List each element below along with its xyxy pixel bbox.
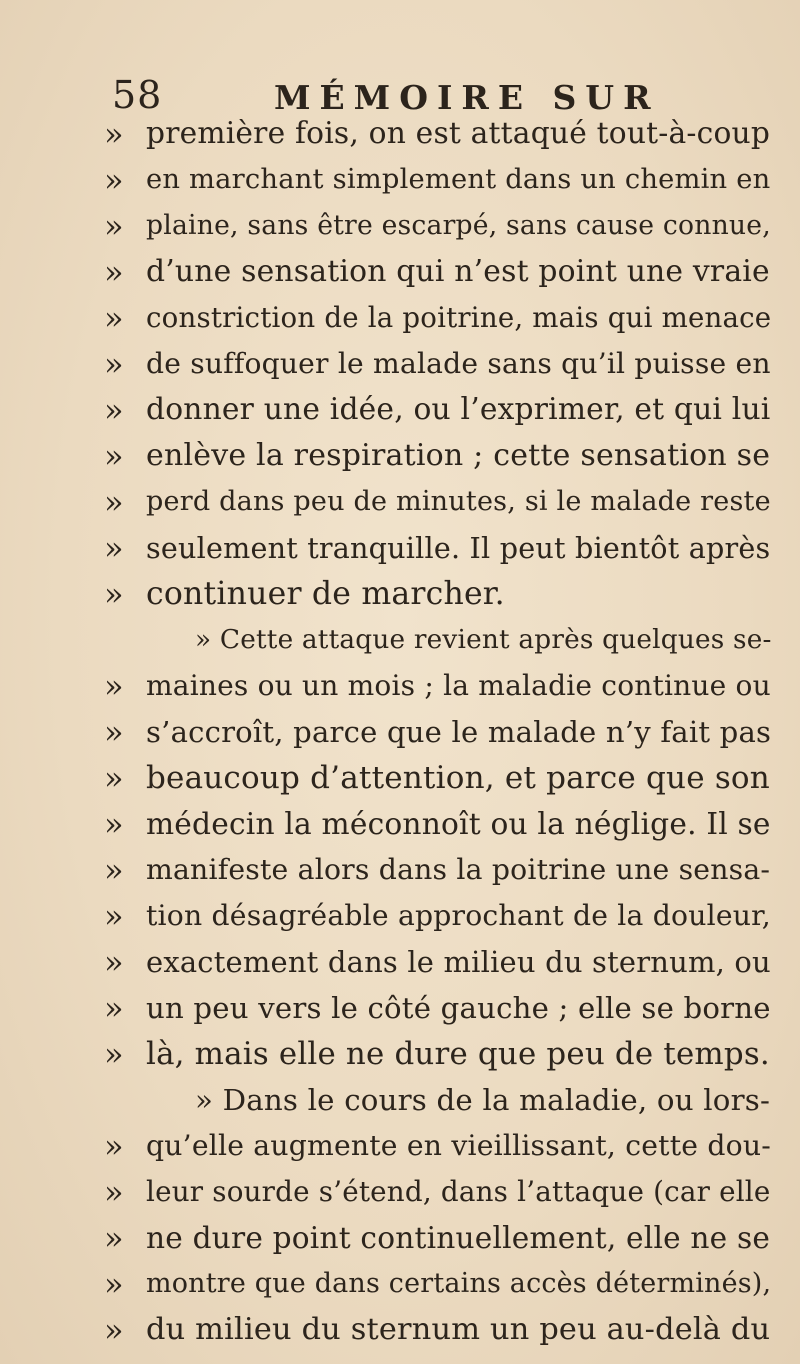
line-text: du milieu du sternum un peu au-delà du bbox=[146, 1312, 771, 1347]
quote-mark: » bbox=[104, 1173, 124, 1211]
text-line bbox=[0, 1030, 800, 1078]
text-line bbox=[0, 524, 800, 572]
quote-mark: » bbox=[104, 253, 124, 291]
quote-mark: » bbox=[104, 989, 124, 1027]
line-text: manifeste alors dans la poitrine une sensa- bbox=[146, 853, 771, 886]
quote-mark: » bbox=[104, 805, 124, 843]
text-line bbox=[0, 110, 800, 158]
quote-mark: » bbox=[104, 1265, 124, 1303]
text-line bbox=[0, 984, 800, 1032]
line-text: qu’elle augmente en vieillissant, cette dou- bbox=[146, 1129, 771, 1162]
line-text: première fois, on est attaqué tout-à-coup bbox=[146, 116, 771, 151]
quote-mark: » bbox=[104, 161, 124, 199]
text-line bbox=[0, 386, 800, 434]
line-text: en marchant simplement dans un chemin en bbox=[146, 164, 771, 195]
text-line bbox=[0, 1306, 800, 1354]
page-number: 58 bbox=[112, 73, 163, 117]
quote-mark: » bbox=[104, 667, 124, 705]
running-head: MÉMOIRE SUR bbox=[274, 78, 660, 117]
quote-mark: » bbox=[104, 1035, 124, 1073]
quote-mark: » bbox=[104, 207, 124, 245]
quote-mark: » bbox=[104, 115, 124, 153]
line-text: donner une idée, ou l’exprimer, et qui lui bbox=[146, 392, 771, 427]
line-text: un peu vers le côté gauche ; elle se borne bbox=[146, 991, 771, 1025]
text-line bbox=[0, 708, 800, 756]
line-text: là, mais elle ne dure que peu de temps. bbox=[146, 1036, 770, 1072]
line-text: montre que dans certains accès déterminés), bbox=[146, 1268, 772, 1299]
quote-mark: » bbox=[104, 575, 124, 613]
text-line bbox=[0, 570, 800, 618]
text-line bbox=[0, 1214, 800, 1262]
line-text: tion désagréable approchant de la douleur, bbox=[146, 899, 771, 932]
quote-mark: » bbox=[104, 943, 124, 981]
quote-mark: » bbox=[104, 1219, 124, 1257]
quote-mark: » bbox=[104, 1127, 124, 1165]
line-text: perd dans peu de minutes, si le malade reste bbox=[146, 486, 771, 517]
text-line bbox=[0, 800, 800, 848]
line-text: exactement dans le milieu du sternum, ou bbox=[146, 945, 771, 979]
quote-mark: » bbox=[104, 851, 124, 889]
line-text: enlève la respiration ; cette sensation se bbox=[146, 438, 771, 473]
quote-mark: » bbox=[104, 1311, 124, 1349]
text-line bbox=[0, 340, 800, 388]
text-line bbox=[0, 294, 800, 342]
paragraph-start-line bbox=[0, 616, 800, 664]
text-line bbox=[0, 478, 800, 526]
text-line bbox=[0, 938, 800, 986]
text-line bbox=[0, 248, 800, 296]
line-text: » Dans le cours de la maladie, ou lors- bbox=[195, 1083, 771, 1117]
quote-mark: » bbox=[104, 483, 124, 521]
line-text: maines ou un mois ; la maladie continue ou bbox=[146, 669, 771, 702]
text-line bbox=[0, 202, 800, 250]
line-text: médecin la méconnoît ou la néglige. Il se bbox=[146, 806, 771, 841]
text-line bbox=[0, 846, 800, 894]
line-text: plaine, sans être escarpé, sans cause connue, bbox=[146, 210, 771, 241]
line-text: constriction de la poitrine, mais qui menace bbox=[146, 301, 772, 334]
text-line bbox=[0, 156, 800, 204]
text-line bbox=[0, 1122, 800, 1170]
text-line bbox=[0, 432, 800, 480]
line-text: leur sourde s’étend, dans l’attaque (car elle bbox=[146, 1175, 771, 1208]
text-line bbox=[0, 892, 800, 940]
paragraph-start-line bbox=[0, 1076, 800, 1124]
quote-mark: » bbox=[104, 529, 124, 567]
quote-mark: » bbox=[104, 299, 124, 337]
line-text: de suffoquer le malade sans qu’il puisse en bbox=[146, 347, 771, 380]
line-text: continuer de marcher. bbox=[146, 576, 505, 612]
quote-mark: » bbox=[104, 713, 124, 751]
quote-mark: » bbox=[104, 345, 124, 383]
text-line bbox=[0, 1260, 800, 1308]
quote-mark: » bbox=[104, 437, 124, 475]
line-text: » Cette attaque revient après quelques se- bbox=[195, 625, 772, 655]
text-line bbox=[0, 1168, 800, 1216]
line-text: d’une sensation qui n’est point une vraie bbox=[146, 254, 770, 289]
line-text: seulement tranquille. Il peut bientôt après bbox=[146, 531, 771, 565]
quote-mark: » bbox=[104, 759, 124, 797]
text-line bbox=[0, 754, 800, 802]
quote-mark: » bbox=[104, 391, 124, 429]
quote-mark: » bbox=[104, 897, 124, 935]
line-text: beaucoup d’attention, et parce que son bbox=[146, 760, 770, 796]
line-text: ne dure point continuellement, elle ne se bbox=[146, 1221, 771, 1255]
text-line bbox=[0, 662, 800, 710]
line-text: s’accroît, parce que le malade n’y fait pas bbox=[146, 715, 772, 749]
